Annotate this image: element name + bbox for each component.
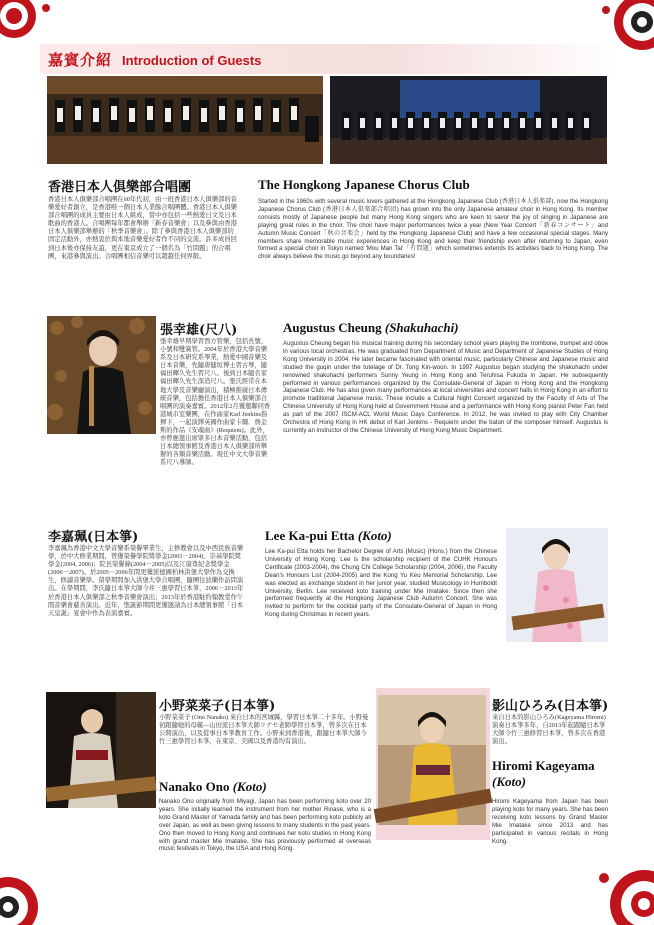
kageyama-name-cjk: 影山ひろみ(日本箏)	[492, 699, 609, 714]
choir-body-en: Started in the 1960s with several music lovers gathered at the Hongkong Japanese Club (香港日本人俱楽部), now the Hongkong Japanese Chorus Club (香港日本人俱楽部合唱団) has grown into the only Japanese amateur choir in Hong Kong. Its member consists mostly of Japanese people but many Hong Kong singers who are keen to savor the joy of singing in Japanese are playing great roles in the choir. The choir have major performances twice a year (New Year Concert「新春コンサート」and Autumn Music Concert「秋の音楽会」held by the Hongkong Japanese Club) and have a few occasional special stages. Many members share memorable music experiences in Hong Kong and keep their friendship even after returning to Japan, even formed a special choir in Tokyo named 'Mou Man Tai'「冇問題」which sometimes extends its activities back to Hong Kong. The choir always believe the music go beyond any boundaries!	[258, 198, 608, 261]
page-title-cjk: 嘉賓介紹	[48, 51, 113, 69]
page-title-en: Introduction of Guests	[122, 53, 262, 68]
kageyama-body-en: Hiromi Kageyama from Japan has been playing koto for many years. She has been receiving koto lessons by Grand Master Mie Imatake since 2013 and has participated in various recitals in Hong Kong.	[492, 798, 608, 845]
lee-name-en-text: Lee Ka-pui Etta	[265, 528, 355, 543]
kageyama-instrument-en: (Koto)	[492, 774, 526, 789]
ono-name-cjk: 小野菜菜子(日本箏)	[159, 699, 276, 714]
lee-name-en	[265, 528, 392, 544]
page-title	[48, 49, 261, 70]
ono-photo	[46, 692, 156, 808]
lee-photo	[506, 528, 608, 642]
cheung-body-cjk-continued	[48, 438, 272, 500]
ono-body-en-continued	[48, 830, 372, 870]
kageyama-body-cjk: 來自日本的影山ひろみ(Kageyama Hiromi) 演奏日本箏多年，自2013年起跟隨日本箏大師今竹三惠修習日本箏，曾多次在香港演出。	[492, 714, 606, 746]
cheung-name-en	[283, 320, 459, 336]
lee-instrument-en: (Koto)	[357, 528, 392, 543]
lee-name-cjk: 李嘉珮(日本箏)	[48, 530, 139, 545]
lee-body-en: Lee Ka-pui Etta holds her Bachelor Degree of Arts (Music) (Hons.) from the Chinese University of Hong Kong. Lee is the scholarship recipient of the CUHK Honours Certificate (2003-2004), the Chung Chi College Scholarship (2004, 2006), the Faculty Dean's Honours List (2004-2005) and the Kong Yu Keu Memorial Scholarship. Lee was elected as exchange student in her junior year, studied Musicology in Humboldt University, Berlin. Lee received koto training under Mie Imatake. Since then she performed frequently at the Hongkong Japanese Club Autumn Concert. She was invited to perform for the cocktail party of the Consulate-General of Japan in Hong Kong during Christmas in recent years.	[265, 548, 497, 619]
choir-photo-right	[330, 76, 607, 164]
choir-title-cjk: 香港日本人俱樂部合唱團	[48, 180, 192, 195]
kageyama-name-en-text: Hiromi Kageyama	[492, 758, 595, 773]
ono-instrument-en: (Koto)	[232, 779, 267, 794]
cheung-name-en-text: Augustus Cheung	[283, 320, 382, 335]
cheung-name-cjk: 張幸雄(尺八)	[160, 323, 238, 338]
ono-name-en	[159, 779, 267, 795]
ono-body-en: Nanako Ono originally from Miyagi, Japan has been performing koto over 20 years. She initially learned the instrument from her mother Rinase, who is a koto Grand Master of Yamada family and has been performing koto publicly all over Japan, as well as been giving lessons to many students in the past years. Ono then moved to Hong Kong and continues her koto studies in Hong Kong with grand master Mie Imatake. She has previously performed at overseas music festivals in Tokyo, the USA and Hong Kong.	[159, 798, 371, 853]
ono-name-en-text: Nanako Ono	[159, 779, 230, 794]
cheung-photo	[47, 316, 156, 434]
kageyama-name-en	[492, 758, 610, 790]
choir-photo-left	[47, 76, 323, 164]
ono-body-cjk: 小野菜菜子 (Ono Nanako) 來自日本的宮城縣，學習日本箏二十多年。小野曼初跟隨她的母親—山田流日本箏大師リナセ老師學習日本箏，曾多次在日本公開演出，以及從事日本箏教育工作。小野來到香港後，跟隨日本箏大師今竹三惠學習日本箏，在東京、美國以及香港均有演出。	[159, 714, 369, 746]
cheung-body-cjk: 張幸雄早期學習西方管樂，包括長號、小號和雙簧管。2004年於香港大學音樂系及日本研究系畢業，熱愛中國音樂及日本音樂，先隨唐健垣博士習古琴，隨福田輝久先生習尺八。後到日本隨名家福田輝久先生深造尺八。張氏經常在本地大學及音樂廳演出，積極推廣日本傳統音樂，包括擔任香港日本人俱樂部合唱團的演奏嘉賓。2012年2月獲邀聯同香港城市室樂團，在作曲家Karl Jenkins指揮下，一起演繹英國作曲家卡爾．詹金斯的作品《安魂曲》(Requiem)。此外，亦曾應邀出席眾多日本音樂活動，包括日本總領事館及香港日本人俱樂部所舉辦的各類音樂活動。現任中文大學音樂系尺八導師。	[160, 338, 271, 467]
cheung-instrument-en: (Shakuhachi)	[384, 320, 459, 335]
cheung-body-en: Augustus Cheung began his musical training during his secondary school years playing the trombone, trumpet and oboe in various local orchestras. He was graduated from Department of Music and Department of Japanese Studies of Hong Kong University in 2004. He later became fascinated with oriental music, particularly Chinese and Japanese music and studied the guqin under the tutelage of Dr. Tong Kin-woon. In 1997 Augustus began studying the shakuhachi under renowned shakuhachi performers Sunny Yeung in Hong Kong and Teruhisa Fukuda in Japan. He subsequently performed in various performances organized by the Consulate-General of Japan in Hong Kong and the Hongkong Japanese Club. He has also given many performances at local universities and concert halls in Hong Kong in an effort to promote traditional Japanese music. These include a Cultural Night Concert organized by the Faculty of Arts of The Chinese University of Hong Kong held at Government House and a performance with Hong Kong pianist Peter Fan held as part of the 2007 ISCM-ACL World Music Days Conference. In 2012, he was invited to play with City Chamber Orchestra of Hong Kong in HK debut of Karl Jenkins - Requiem under the baton of the composer himself. Augustus is currently an instructor of the Chinese University of Hong Kong Music Department.	[283, 340, 608, 434]
lee-body-cjk: 李嘉珮為香港中文大學音樂系榮譽畢業生，主修教會以及中西民族音樂學，於中大修業期間，曾獲榮譽學院獎學金(2003－2004)、崇基學院獎學金(2004, 2006)；院長榮譽錄(2004－2005)以及江康尊紀念獎學金(2006－2007)。於2005－2006年間更獲派德國柏林洪堡大學作為交換生，修讀音樂學。留學期間加入洪堡大學合唱團，隨團往波蘭作訪問演出。在學期間，李氏隨日本箏大師今井三惠學習日本箏，2006－2013年於香港日本人俱樂部之秋季音樂會演出；2013年於香港駐約翰教堂作午間音樂會慈善演出。近年，聖誕節期間更獲邀請為日本總領事館「日本天皇誕」宴會中作為表演嘉賓。	[48, 545, 244, 617]
choir-title-en: The Hongkong Japanese Chorus Club	[258, 177, 470, 192]
choir-body-cjk: 香港日本人俱樂部合唱團在60年代初，由一班香港日本人俱樂部的音樂愛好者創立，是香港唯一個日本人業餘合唱團體。香港日本人俱樂部合唱團的成員主要由日本人組成，當中亦包括一些熱愛日文及日本歌曲的香港人。合唱團每年都會舉辦「新春音樂會」以及參與由香港日本人俱樂部舉辦的「秋季音樂會」。除了參與香港日本人俱樂部的固定活動外，亦熱衷於與本地音樂愛好者作不同的交流。許多成員回到日本後亦保持友誼，更在東京成立了一個名為「竹問題」的合唱團，來港參與演出。合唱團相信音樂可以超越任何界限。	[48, 196, 237, 260]
